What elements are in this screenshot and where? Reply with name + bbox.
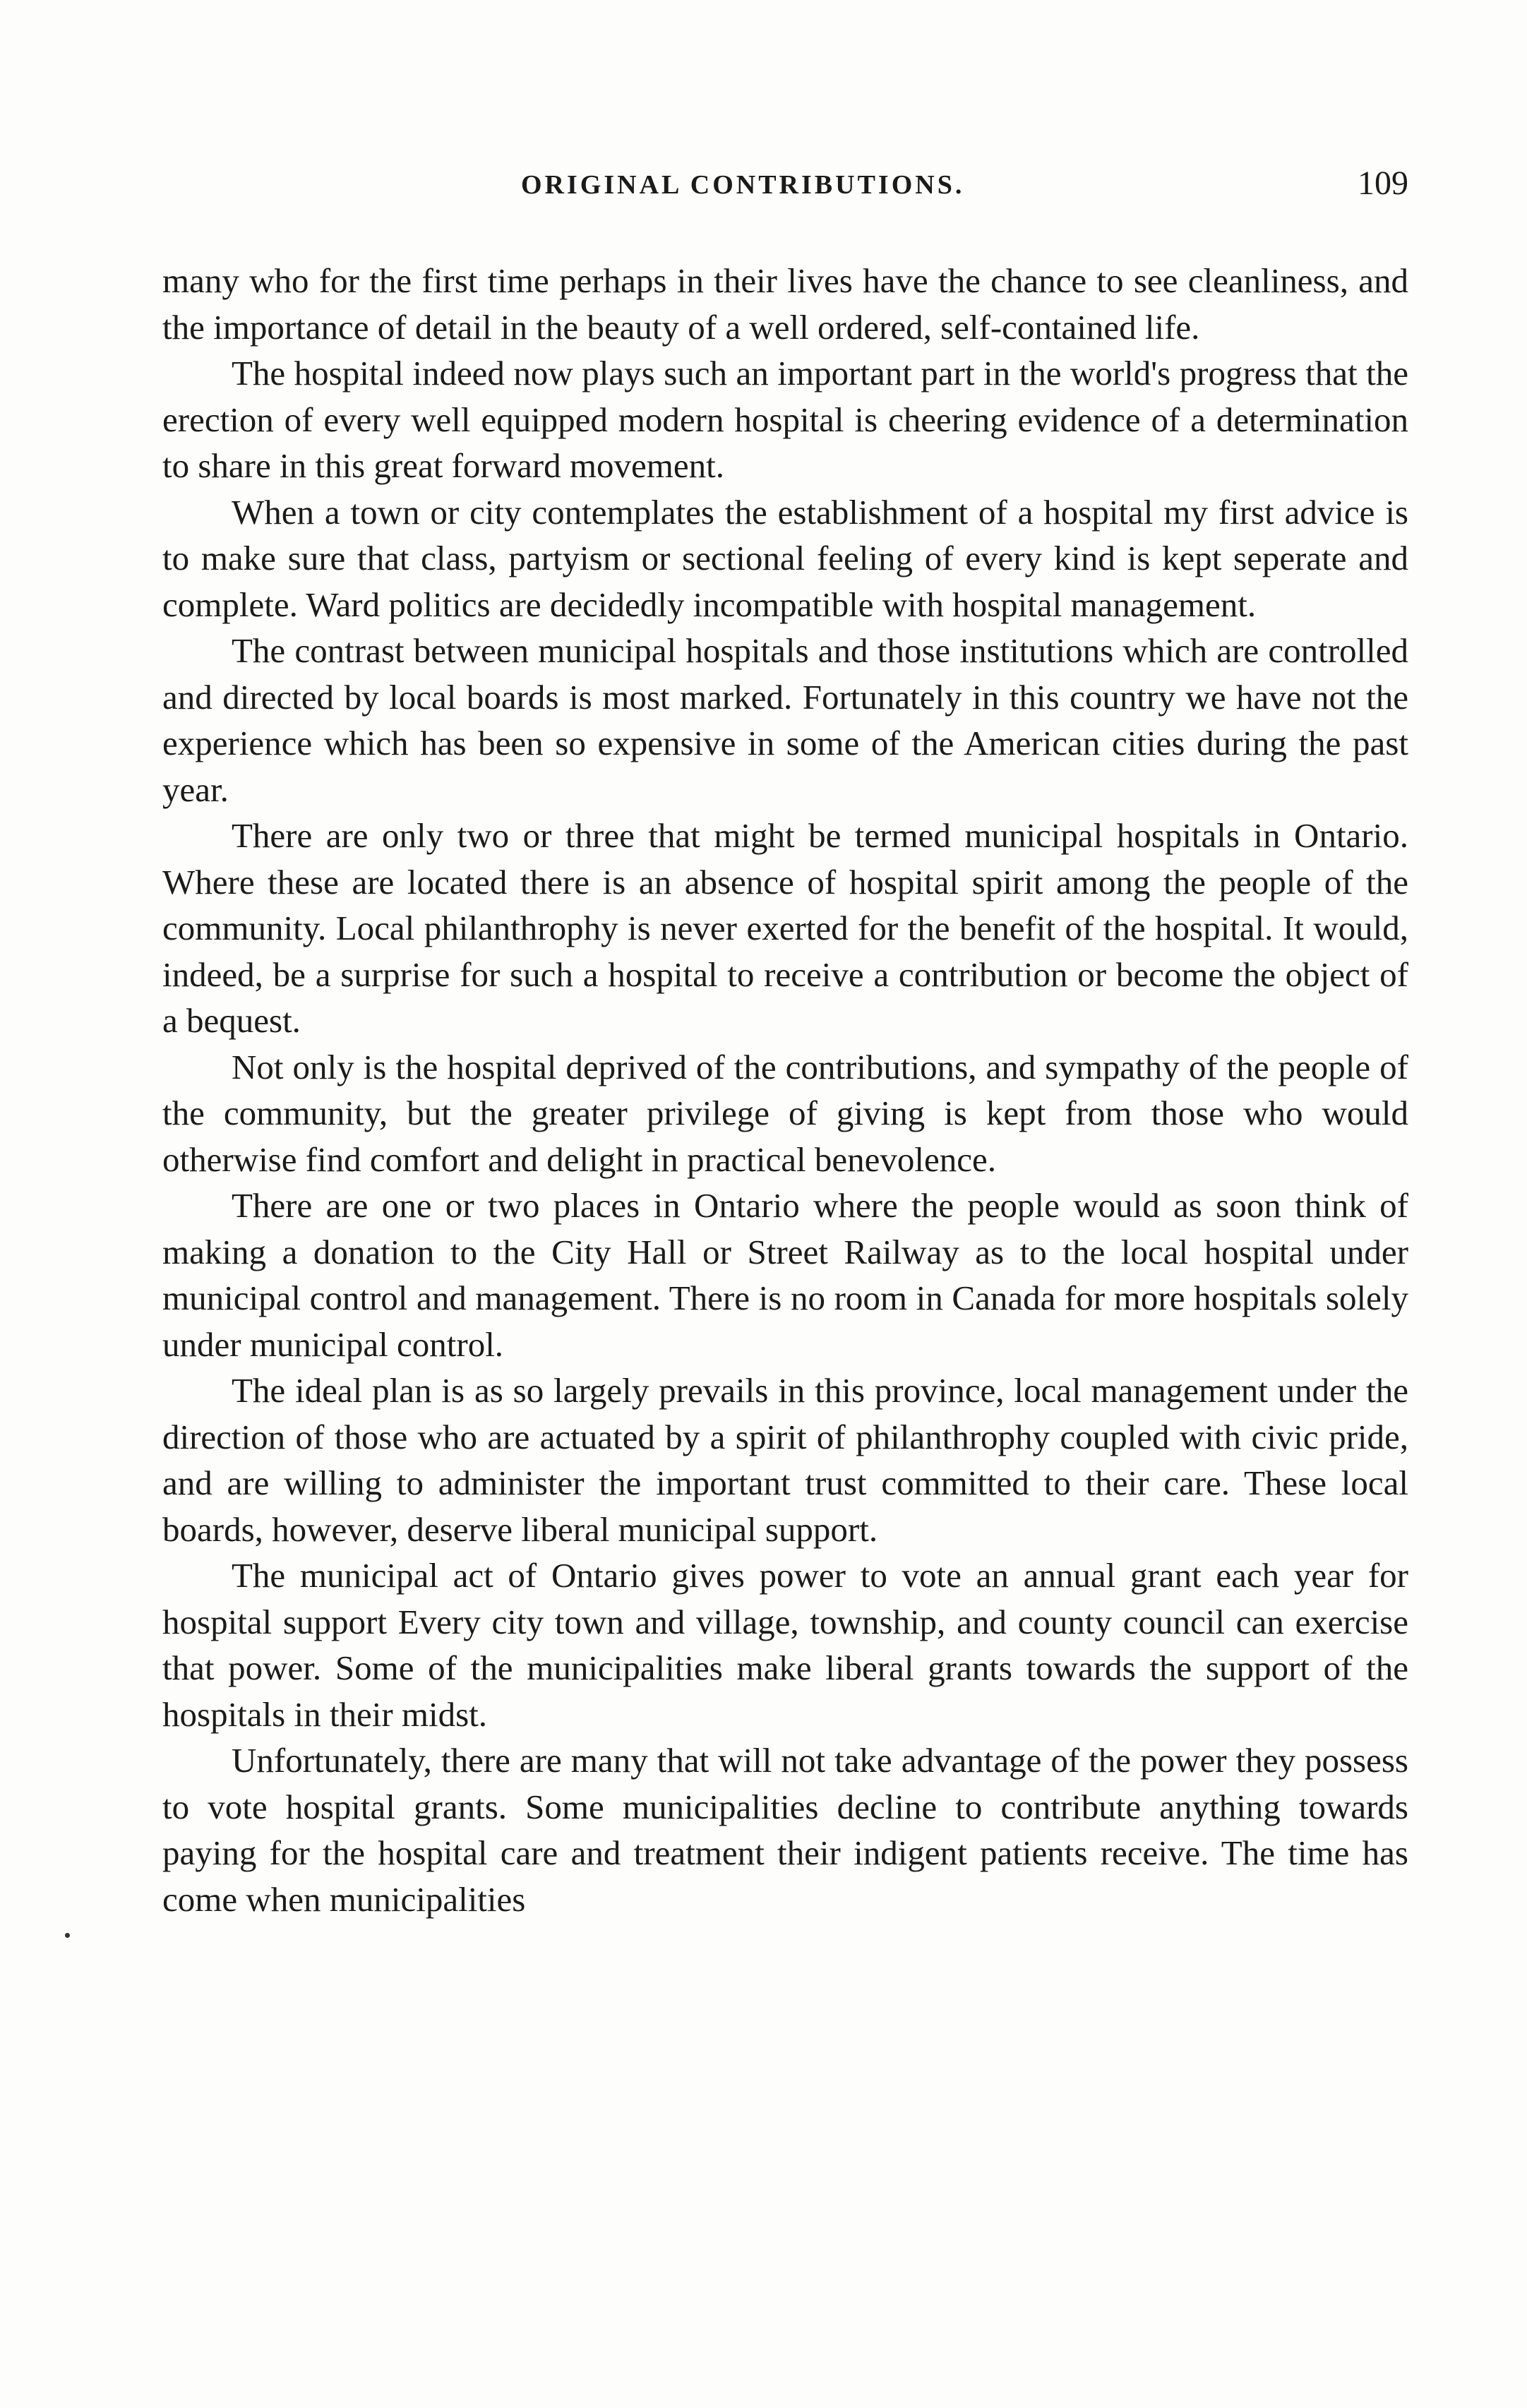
paragraph: many who for the first time perhaps in their lives have the chance to see cleanliness, and the importance of detail in the beauty of a well ordered, self-contained life. bbox=[162, 261, 1408, 347]
paragraph: The municipal act of Ontario gives power to vote an annual grant each year for hospital support Every city town and village, township, and county council can exercise that power. Some of the municipalities make liberal grants towards the support of the hospitals in their midst. bbox=[162, 1556, 1408, 1734]
paragraph: Unfortunately, there are many that will not take advantage of the power they possess to vote hospital grants. Some municipalities decline to contribute anything towards paying for the hospital care and treatment their indigent patients receive. The time has come when municipalities bbox=[162, 1741, 1408, 1919]
paragraph: Not only is the hospital deprived of the contributions, and sympathy of the people of the community, but the greater privilege of giving is kept from those who would otherwise find comfort and delight in practical benevolence. bbox=[162, 1047, 1408, 1179]
paragraph: When a town or city contemplates the establishment of a hospital my first advice is to make sure that class, partyism or sectional feeling of every kind is kept seperate and complete. Ward politics are decidedly incompatible with hospital management. bbox=[162, 492, 1408, 624]
page-header bbox=[162, 164, 1408, 206]
body-text bbox=[162, 258, 1408, 1922]
running-head: ORIGINAL CONTRIBUTIONS. bbox=[521, 170, 965, 200]
paragraph: There are only two or three that might be termed municipal hospitals in Ontario. Where these are located there is an absence of hospital spirit among the people of the community. Local philanthrophy is never exerted for the benefit of the hospital. It would, indeed, be a surprise for such a hospital to receive a contribution or become the object of a bequest. bbox=[162, 816, 1408, 1040]
paragraph: The ideal plan is as so largely prevails in this province, local management under the direction of those who are actuated by a spirit of philanthrophy coupled with civic pride, and are willing to administer the important trust committed to their care. These local boards, however, deserve liberal municipal support. bbox=[162, 1371, 1408, 1549]
margin-speck bbox=[65, 1933, 70, 1938]
paragraph: There are one or two places in Ontario where the people would as soon think of making a donation to the City Hall or Street Railway as to the local hospital under municipal control and management. There is no room in Canada for more hospitals solely under municipal control. bbox=[162, 1186, 1408, 1364]
paragraph: The contrast between municipal hospitals and those institutions which are controlled and directed by local boards is most marked. Fortunately in this country we have not the experience which has been so expensive in some of the American cities during the past year. bbox=[162, 631, 1408, 809]
page-number: 109 bbox=[1358, 164, 1408, 202]
paragraph: The hospital indeed now plays such an important part in the world's progress that the erection of every well equipped modern hospital is cheering evidence of a determination to share in this great forward movement. bbox=[162, 354, 1408, 485]
